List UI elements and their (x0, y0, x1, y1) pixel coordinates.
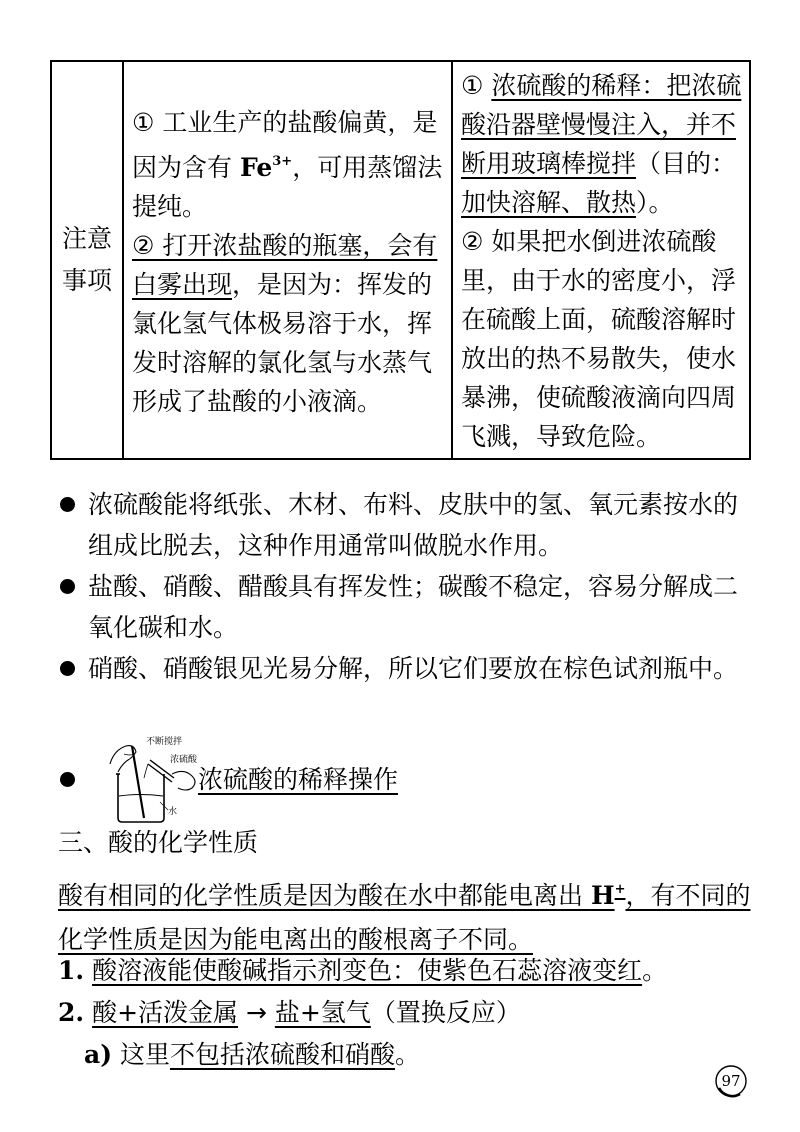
dilution-figure-row (58, 734, 758, 824)
list-item: 盐酸、硝酸、醋酸具有挥发性；碳酸不稳定，容易分解成二氧化碳和水。 (58, 566, 758, 648)
left-note-2: ② 打开浓盐酸的瓶塞，会有白雾出现，是因为：挥发的氯化氢气体极易溶于水，挥发时溶解的氯化氢与水蒸气形成了盐酸的小液滴。 (132, 231, 438, 416)
fe-formula: Fe (239, 153, 273, 182)
bullet-dot-icon (60, 772, 75, 787)
h-ion: H (590, 881, 615, 910)
table-header-label: 注意事项 (62, 224, 113, 295)
page-number-badge (714, 1064, 748, 1098)
property-item-2a: a) 这里不包括浓硫酸和硝酸。 (84, 1040, 421, 1069)
property-item-1: 1. 酸溶液能使酸碱指示剂变色：使紫色石蕊溶液变红。 (58, 956, 668, 985)
bullet-dot-icon (60, 579, 75, 594)
acid-label: 浓硫酸 (170, 755, 198, 765)
notes-table (50, 60, 751, 460)
table-left-cell (123, 61, 452, 459)
beaker-dilution-illustration (88, 734, 208, 824)
stir-label: 不断搅拌 (146, 737, 183, 747)
left-note-1: ① 工业生产的盐酸偏黄，是因为含有 $Fe^{3+}$，可用蒸馏法提纯。 (132, 108, 443, 221)
property-item-2: 2. 酸+活泼金属 → 盐+氢气（置换反应） (58, 998, 521, 1027)
intro-paragraph: 酸有相同的化学性质是因为酸在水中都能电离出 H+，有不同的化学性质是因为能电离出的酸根离子不同。 (58, 881, 751, 954)
right-note-2: ② 如果把水倒进浓硫酸里，由于水的密度小，浮在硫酸上面，硫酸溶解时放出的热不易散失，使水暴沸，使硫酸液滴向四周飞溅，导致危险。 (461, 227, 737, 451)
bullet-dot-icon (60, 661, 75, 676)
figure-caption: 浓硫酸的稀释操作 (198, 765, 399, 794)
bullet-list (58, 484, 758, 689)
list-item: 浓硫酸能将纸张、木材、布料、皮肤中的氢、氧元素按水的组成比脱去，这种作用通常叫做脱水作用。 (58, 484, 758, 566)
table-right-cell (452, 61, 750, 459)
bullet-dot-icon (60, 497, 75, 512)
arrow-icon: → (238, 998, 275, 1027)
h-ion-charge: + (614, 882, 626, 897)
page-number: 97 (721, 1072, 741, 1090)
table-header-cell (51, 61, 123, 459)
list-item: 硝酸、硝酸银见光易分解，所以它们要放在棕色试剂瓶中。 (58, 648, 758, 689)
right-note-1: ① 浓硫酸的稀释：把浓硫酸沿器壁慢慢注入，并不断用玻璃棒搅拌（目的：加快溶解、散热）。 (461, 71, 742, 217)
fe-charge: 3+ (272, 154, 293, 169)
water-label: 水 (168, 807, 178, 817)
section-title: 三、酸的化学性质 (58, 828, 259, 857)
